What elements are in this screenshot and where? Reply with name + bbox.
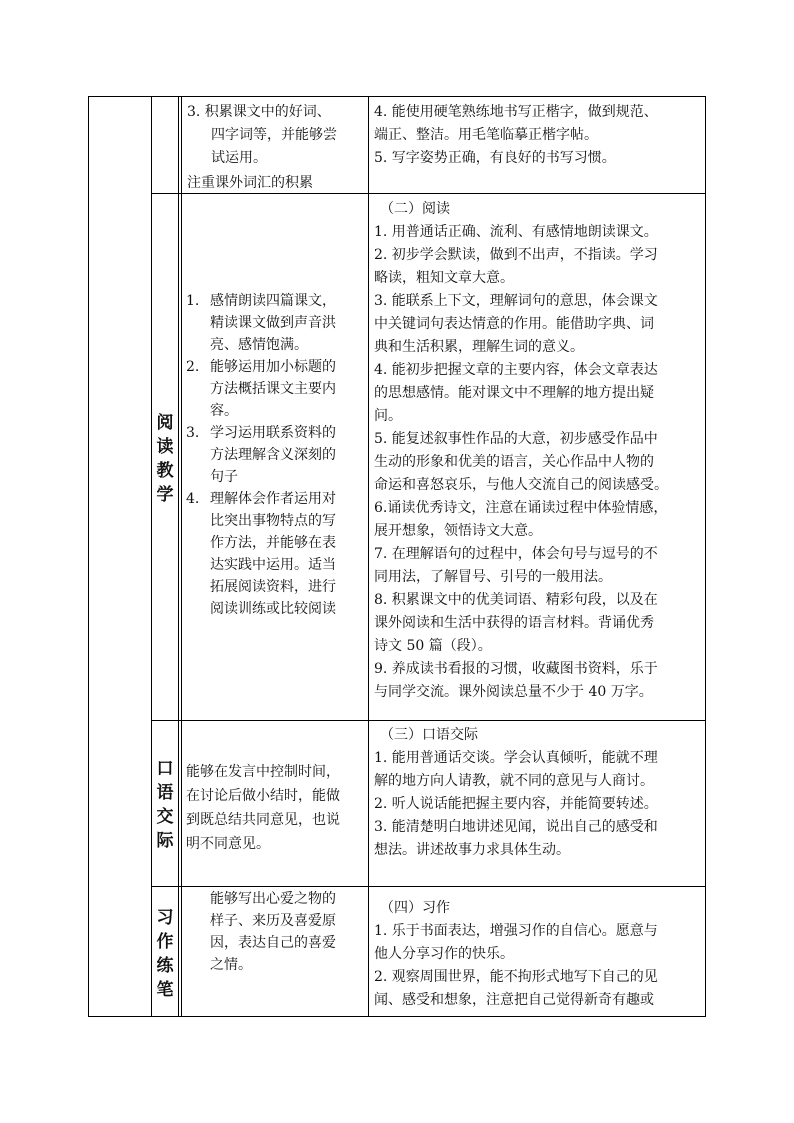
standard-line: 2. 听人说话能把握主要内容，并能简要转述。	[374, 796, 658, 812]
section-heading: （三）口语交际	[380, 727, 478, 743]
standard-line: 端正、整洁。用毛笔临摹正楷字帖。	[374, 127, 598, 143]
standard-line: 同用法，了解冒号、引号的一般用法。	[374, 569, 612, 585]
standard-line: 想法。讲述故事力求具体生动。	[374, 842, 570, 858]
column-divider-2	[178, 96, 179, 1017]
list-item: 2. 能够运用加小标题的 方法概括课文主要内 容。	[186, 359, 336, 419]
list-item: 1. 感情朗读四篇课文， 精读课文做到声音洪 亮、感情饱满。	[186, 293, 336, 353]
column-divider-3	[368, 96, 369, 1017]
oral-section-label: 口 语 交 际	[156, 759, 174, 851]
standard-line: 的思想感情。能对课文中不理解的地方提出疑	[374, 385, 654, 401]
goal-line: 在讨论后做小结时，能做	[186, 788, 340, 804]
section-heading: （四）习作	[380, 900, 450, 916]
standard-line: 诗文 50 篇（段）。	[374, 638, 492, 654]
standard-line: 展开想象，领悟诗文大意。	[374, 523, 542, 539]
standard-line: 闻、感受和想象，注意把自己觉得新奇有趣或	[374, 992, 654, 1008]
section-heading: （二）阅读	[380, 201, 450, 217]
goal-line: 到既总结共同意见，也说	[186, 812, 340, 828]
standard-line: 9. 养成读书看报的习惯，收藏图书资料，乐于	[374, 661, 658, 677]
writing-standards-cell-2	[374, 897, 658, 1012]
standard-line: 略读，粗知文章大意。	[374, 270, 514, 286]
writing-section-label: 习 作 练 笔	[156, 908, 174, 1000]
standard-line: 4. 能初步把握文章的主要内容，体会文章表达	[374, 362, 658, 378]
goal-line: 样子、来历及喜爱原	[210, 913, 336, 929]
oral-goals-cell	[186, 760, 340, 856]
goal-line: 明不同意见。	[186, 836, 270, 852]
table-border-right	[705, 96, 706, 1017]
standard-line: 5. 写字姿势正确，有良好的书写习惯。	[374, 150, 616, 166]
goal-line: 之情。	[210, 957, 252, 973]
standard-line: 8. 积累课文中的优美词语、精彩句段，以及在	[374, 592, 658, 608]
oral-standards-cell	[374, 724, 658, 862]
column-divider-1	[151, 96, 152, 1017]
row-divider-3	[151, 886, 706, 887]
standard-line: 7. 在理解语句的过程中，体会句号与逗号的不	[374, 546, 658, 562]
standard-line: 5. 能复述叙事性作品的大意，初步感受作品中	[374, 431, 658, 447]
goal-line: 因，表达自己的喜爱	[210, 935, 336, 951]
standard-line: 1. 用普通话正确、流利、有感情地朗读课文。	[374, 224, 658, 240]
standard-line: 4. 能使用硬笔熟练地书写正楷字，做到规范、	[374, 104, 658, 120]
goal-note: 注重课外词汇的积累	[187, 175, 313, 191]
standard-line: 3. 能联系上下文，理解词句的意思，体会课文	[374, 293, 658, 309]
list-item: 3. 学习运用联系资料的 方法理解含义深刻的 句子	[186, 425, 336, 485]
standard-line: 2. 观察周围世界，能不拘形式地写下自己的见	[374, 969, 658, 985]
goal-line: 能够写出心爱之物的	[210, 891, 336, 907]
goal-line: 四字词等，并能够尝	[211, 127, 337, 143]
writing-goals-cell-2	[210, 888, 336, 976]
standard-line: 解的地方向人请教，就不同的意见与人商讨。	[374, 773, 654, 789]
reading-standards-cell	[374, 198, 668, 704]
column-divider-2b	[181, 96, 182, 1017]
goal-line: 能够在发言中控制时间，	[186, 764, 340, 780]
row-divider-2	[151, 720, 706, 721]
writing-standards-cell	[374, 101, 658, 170]
standard-line: 生动的形象和优美的语言，关心作品中人物的	[374, 454, 654, 470]
standard-line: 典和生活积累，理解生词的意义。	[374, 339, 584, 355]
standard-line: 他人分享习作的快乐。	[374, 946, 514, 962]
standard-line: 1. 能用普通话交谈。学会认真倾听，能就不理	[374, 750, 658, 766]
standard-line: 6.诵读优秀诗文，注意在诵读过程中体验情感，	[374, 500, 668, 516]
goal-line: 试运用。	[211, 150, 267, 166]
reading-section-label: 阅 读 教 学	[156, 413, 174, 505]
standard-line: 3. 能清楚明白地讲述见闻，说出自己的感受和	[374, 819, 658, 835]
standard-line: 与同学交流。课外阅读总量不少于 40 万字。	[374, 684, 653, 700]
standard-line: 中关键词句表达情意的作用。能借助字典、词	[374, 316, 654, 332]
list-item: 4. 理解体会作者运用对 比突出事物特点的写 作方法，并能够在表 达实践中运用。适当 拓展阅读资料，进行 阅读训练或比较阅读	[186, 491, 336, 617]
writing-goals-cell	[187, 101, 337, 195]
standard-line: 课外阅读和生活中获得的语言材料。背诵优秀	[374, 615, 654, 631]
goal-line: 3. 积累课文中的好词、	[187, 104, 331, 120]
reading-goals-cell	[186, 290, 336, 620]
standard-line: 问。	[374, 408, 402, 424]
standard-line: 命运和喜怒哀乐，与他人交流自己的阅读感受。	[374, 477, 668, 493]
table-border-left	[88, 96, 89, 1017]
standard-line: 1. 乐于书面表达，增强习作的自信心。愿意与	[374, 923, 658, 939]
standard-line: 2. 初步学会默读，做到不出声，不指读。学习	[374, 247, 658, 263]
